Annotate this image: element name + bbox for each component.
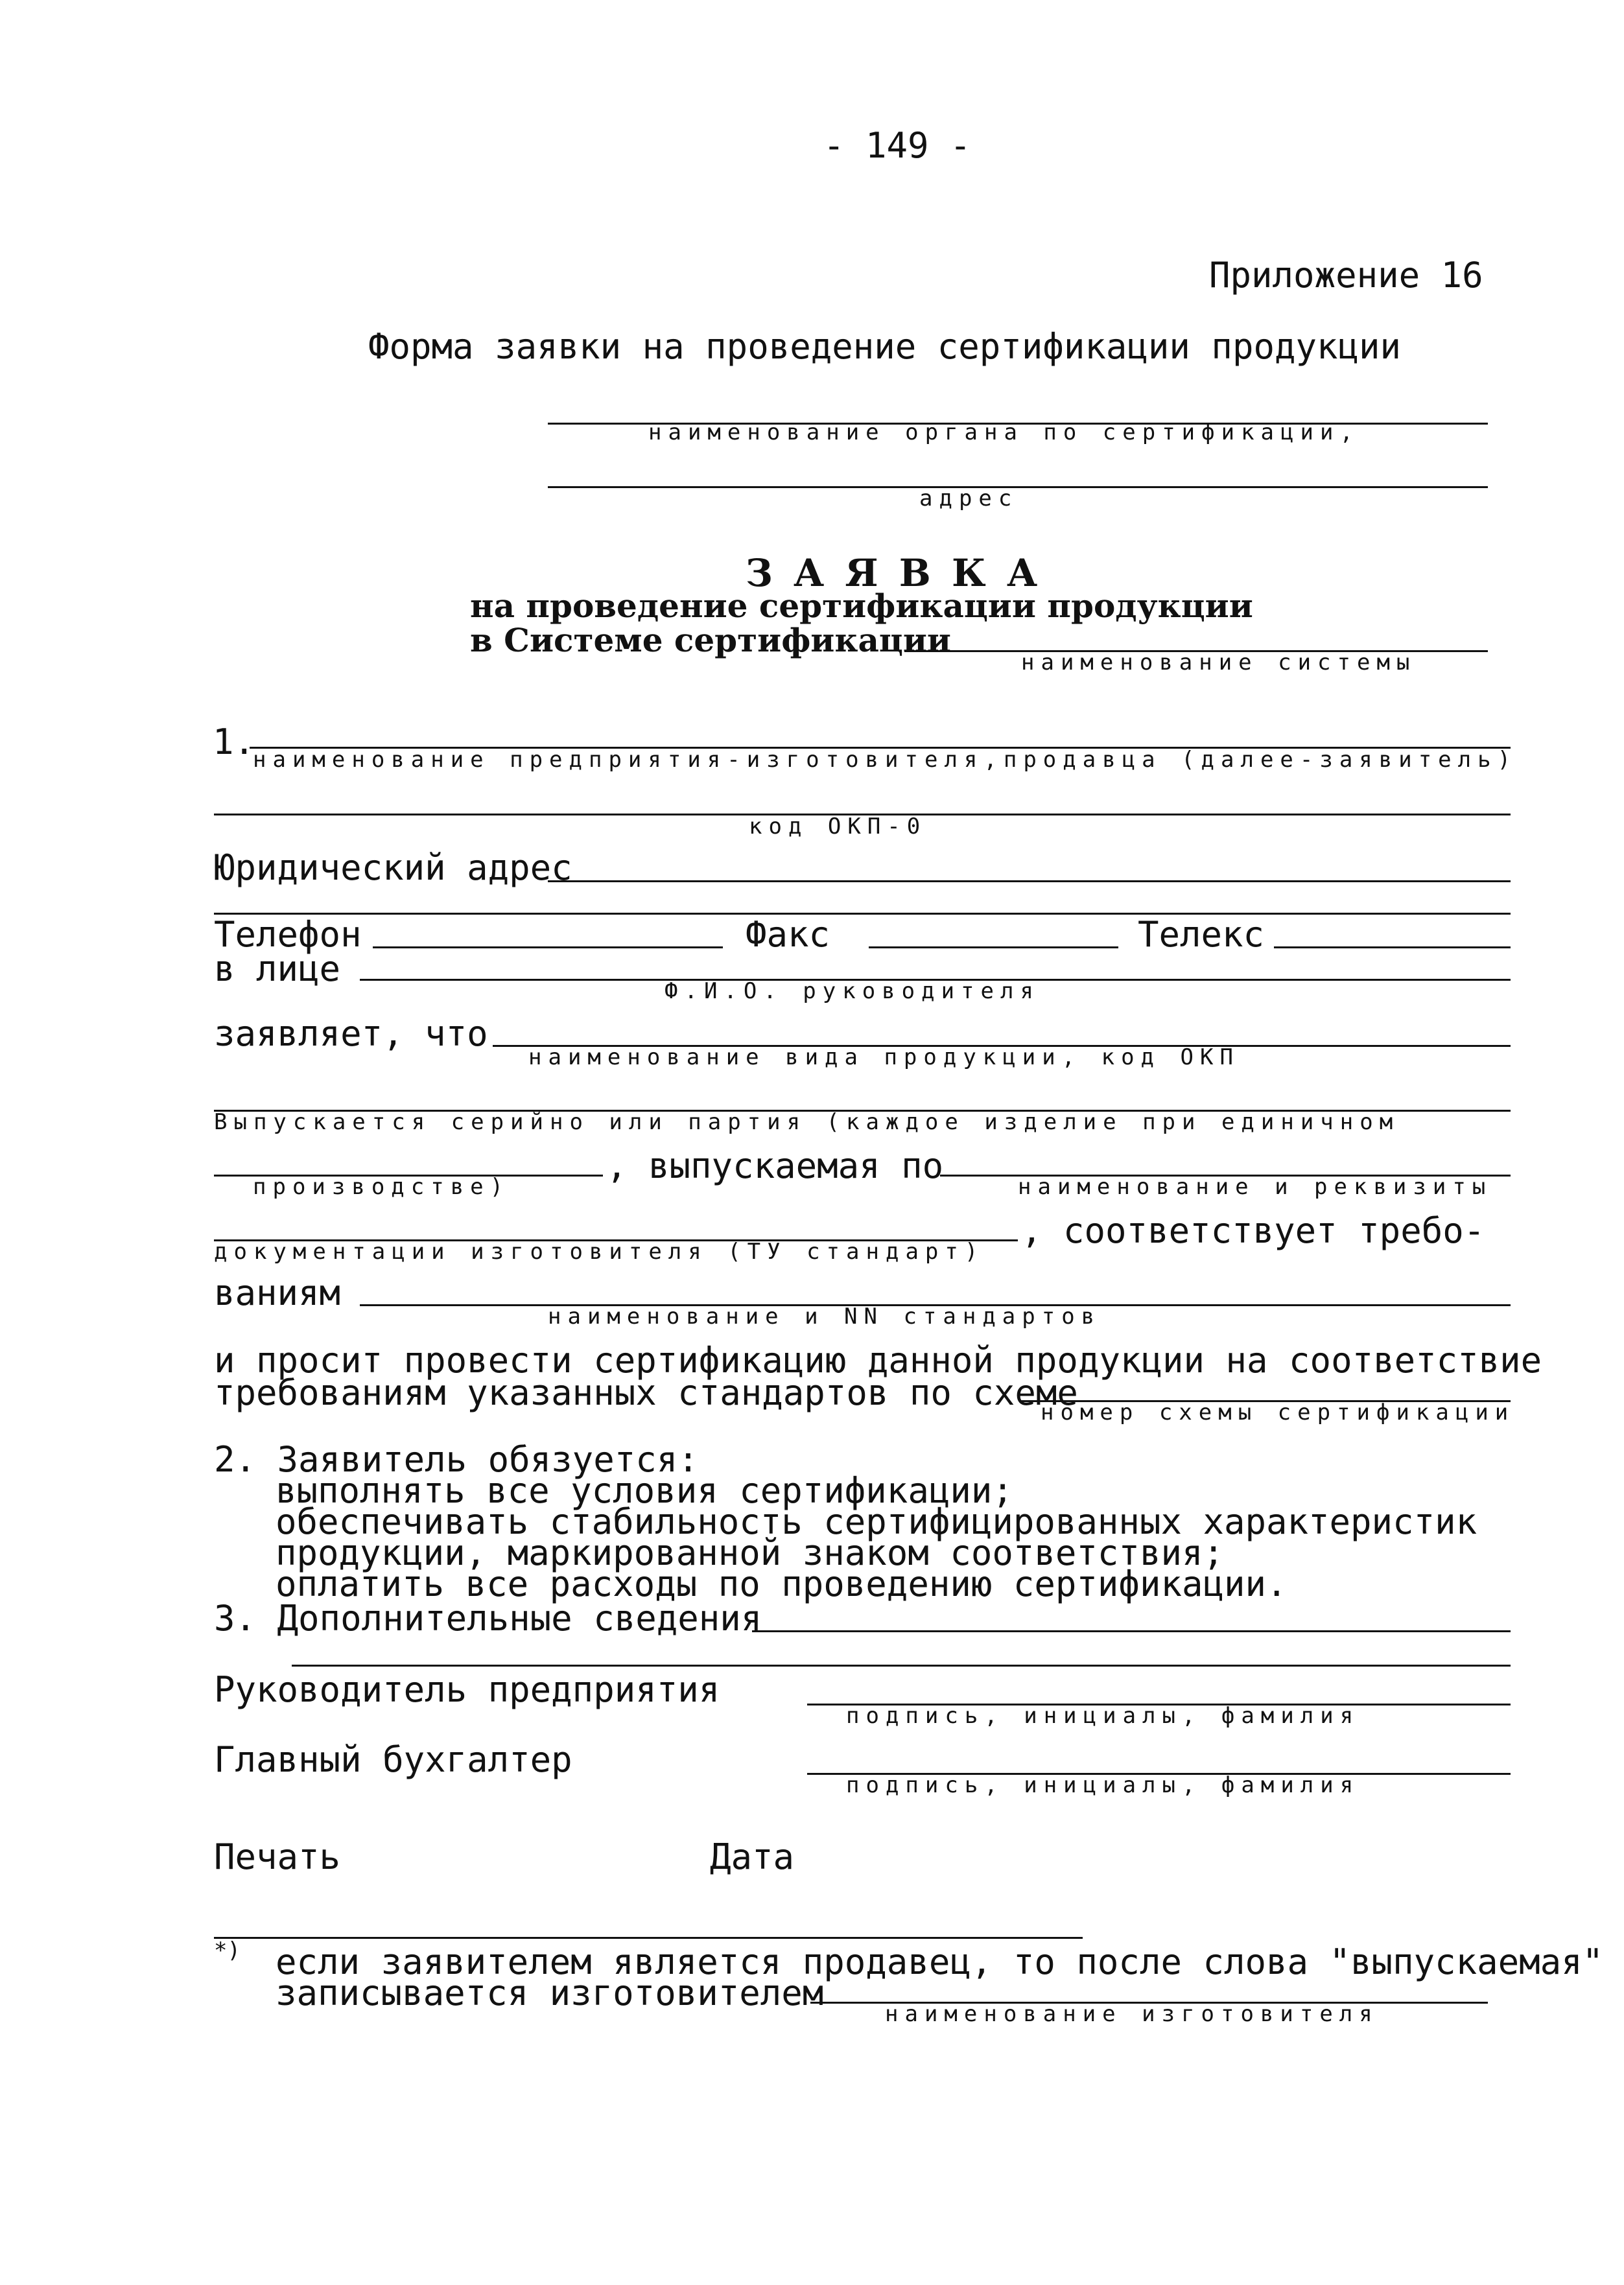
additional-line-2 bbox=[292, 1665, 1511, 1667]
fax-label: Факс bbox=[746, 914, 830, 955]
application-title: З А Я В К А bbox=[746, 551, 1042, 595]
footnote-line-2: записывается изготовителем bbox=[276, 1973, 824, 2013]
obligation-item: продукции, маркированной знаком соответствия; bbox=[276, 1532, 1224, 1573]
appendix-label: Приложение 16 bbox=[1209, 255, 1483, 296]
phone-label: Телефон bbox=[214, 914, 362, 955]
footnote-line-1: если заявителем является продавец, то после слова "выпускаемая" bbox=[276, 1941, 1604, 1982]
in-person-label: в лице bbox=[214, 948, 341, 989]
maker-caption: наименование изготовителя bbox=[885, 2001, 1379, 2027]
standards-caption: наименование и NN стандартов bbox=[548, 1304, 1101, 1330]
additional-line bbox=[752, 1630, 1511, 1632]
request-line-2: требованиям указанных стандартов по схеме bbox=[214, 1372, 1078, 1413]
head-signature-caption: подпись, инициалы, фамилия bbox=[846, 1703, 1360, 1729]
head-signature-label: Руководитель предприятия bbox=[214, 1669, 720, 1710]
obligations-title: 2. Заявитель обязуется: bbox=[214, 1439, 699, 1480]
okpo-caption: код ОКП-0 bbox=[749, 814, 927, 839]
form-title: Форма заявки на проведение сертификации продукции bbox=[368, 326, 1402, 367]
head-caption: Ф.И.О. руководителя bbox=[665, 978, 1040, 1004]
product-caption: наименование вида продукции, код ОКП bbox=[528, 1044, 1240, 1070]
production-caption: производстве) bbox=[253, 1174, 510, 1200]
address-caption: адрес bbox=[919, 486, 1018, 511]
requisites-caption: наименование и реквизиты bbox=[1018, 1174, 1492, 1200]
telex-line bbox=[1274, 946, 1511, 948]
org-caption: наименование органа по сертификации, bbox=[648, 419, 1359, 445]
legal-address-label: Юридический адрес bbox=[214, 847, 572, 888]
issued-by-label: , выпускаемая по bbox=[606, 1145, 944, 1186]
extra-address-line bbox=[214, 913, 1511, 915]
enterprise-caption: наименование предприятия-изготовителя,продавца (далее-заявитель) bbox=[253, 747, 1518, 773]
obligation-item: обеспечивать стабильность сертифицированных характеристик bbox=[276, 1501, 1477, 1542]
footnote-mark: *) bbox=[214, 1938, 241, 1963]
request-line-1: и просит провести сертификацию данной продукции на соответствие bbox=[214, 1340, 1542, 1381]
page-number: - 149 - bbox=[823, 125, 971, 166]
footnote-divider bbox=[214, 1937, 1083, 1939]
obligation-item: оплатить все расходы по проведению сертификации. bbox=[276, 1564, 1288, 1604]
phone-line bbox=[373, 946, 723, 948]
system-caption: наименование системы bbox=[1021, 650, 1417, 675]
scheme-caption: номер схемы сертификации bbox=[1041, 1400, 1515, 1425]
accountant-signature-caption: подпись, инициалы, фамилия bbox=[846, 1772, 1360, 1798]
declares-label: заявляет, что bbox=[214, 1013, 488, 1054]
accountant-signature-label: Главный бухгалтер bbox=[214, 1739, 572, 1780]
seal-label: Печать bbox=[214, 1836, 341, 1877]
obligation-item: выполнять все условия сертификации; bbox=[276, 1470, 1013, 1511]
fax-line bbox=[869, 946, 1118, 948]
serial-caption: Выпускается серийно или партия (каждое изделие при единичном bbox=[214, 1109, 1400, 1135]
conforms-label: , соответствует требо- bbox=[1021, 1210, 1485, 1251]
title-line-2: в Системе сертификации bbox=[470, 621, 951, 659]
doc-caption: документации изготовителя (ТУ стандарт) bbox=[214, 1239, 985, 1265]
date-label: Дата bbox=[710, 1836, 795, 1877]
telex-label: Телекс bbox=[1138, 914, 1265, 955]
requirements-label: ваниям bbox=[214, 1272, 341, 1313]
legal-address-line bbox=[548, 880, 1511, 882]
item-1-number: 1. bbox=[213, 721, 255, 762]
title-line-1: на проведение сертификации продукции bbox=[470, 587, 1253, 625]
additional-info-label: 3. Дополнительные сведения bbox=[214, 1598, 762, 1639]
